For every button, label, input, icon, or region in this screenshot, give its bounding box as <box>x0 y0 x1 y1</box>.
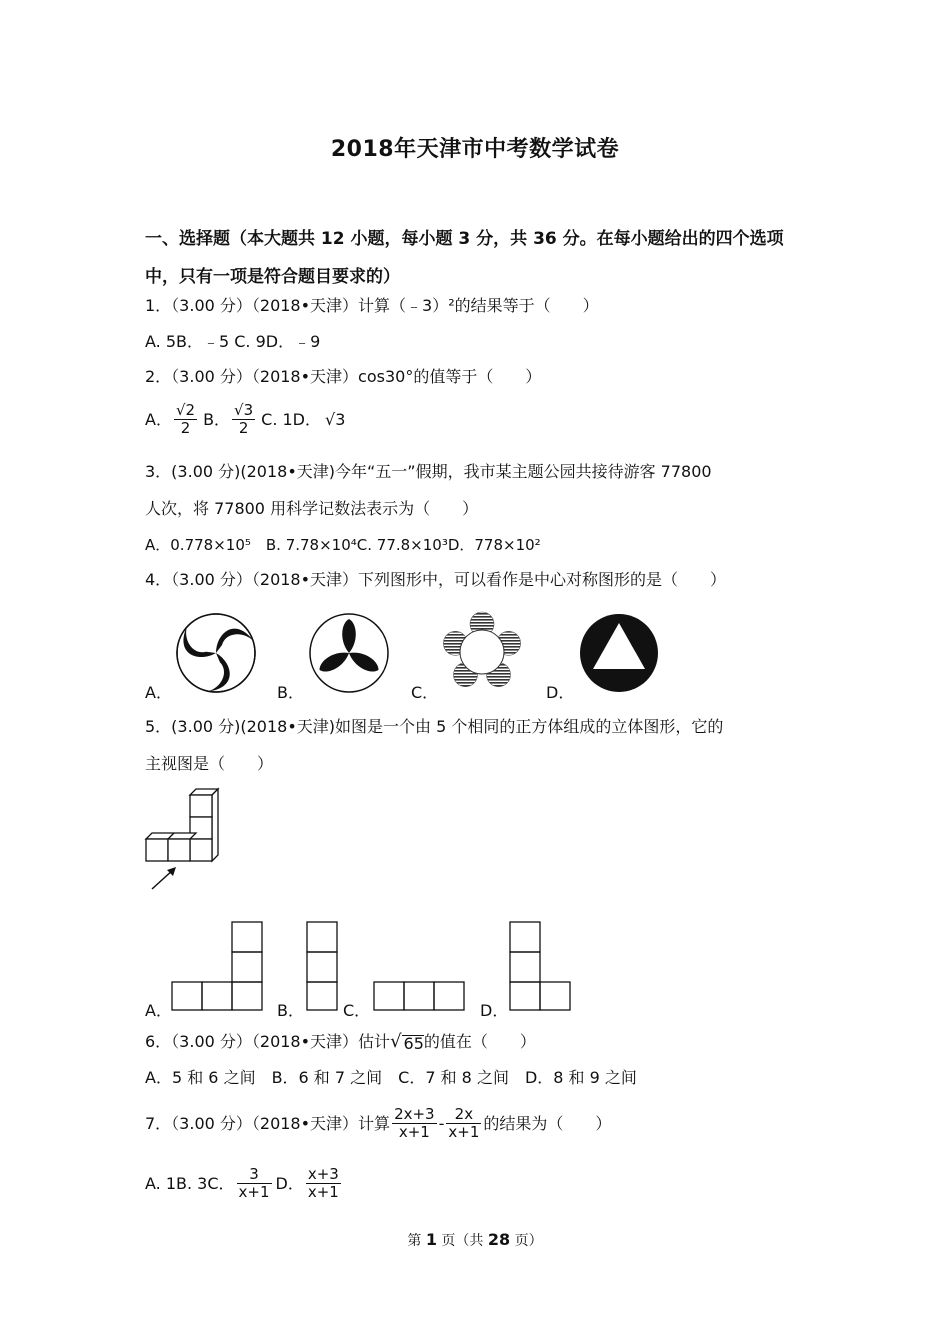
radical-sign-icon: √ <box>390 1031 402 1052</box>
q4-option-c-label: C． <box>411 683 439 702</box>
footer-page-number: 1 <box>425 1230 437 1249</box>
q7-c-denominator: x+1 <box>238 1183 270 1201</box>
q5-option-a-label: A． <box>145 1001 172 1020</box>
q4-stem: 4．（3.00 分）（2018•天津）下列图形中，可以看作是中心对称图形的是（ ） <box>145 570 727 589</box>
exam-title: 2018年天津市中考数学试卷 <box>330 137 620 162</box>
q7-f2-numerator: 2x <box>446 1106 481 1124</box>
q6-radicand: 65 <box>403 1034 424 1053</box>
q6-stem-suffix: 的值在（ ） <box>423 1032 536 1051</box>
q7-option-c-fraction <box>237 1166 272 1201</box>
q7-f1-numerator: 2x+3 <box>394 1105 435 1123</box>
q5-option-c-label: C． <box>343 1001 371 1020</box>
q2-a-denominator: 2 <box>180 419 191 437</box>
q7-stem <box>145 1106 611 1141</box>
q5-option-b-view <box>305 920 339 1012</box>
footer-suffix: 页） <box>510 1233 543 1249</box>
q3-stem-line1: 3．(3.00 分)(2018•天津)今年“五一”假期，我市某主题公园共接待游客 77800 <box>145 462 712 481</box>
q1-stem: 1．（3.00 分）（2018•天津）计算（﹣3）²的结果等于（ ） <box>145 296 599 315</box>
q5-stem-line2: 主视图是（ ） <box>145 754 274 773</box>
section-heading-line1: 一、选择题（本大题共 12 小题，每小题 3 分，共 36 分。在每小题给出的四个选项 <box>145 229 784 249</box>
q7-fraction-1 <box>392 1106 437 1141</box>
q7-stem-suffix: 的结果为（ ） <box>483 1113 612 1133</box>
q7-f2-denominator: x+1 <box>448 1123 480 1141</box>
q2-option-cd-label: C. 1D． <box>261 409 322 429</box>
q2-b-denominator: 2 <box>238 419 249 437</box>
q7-option-d-fraction <box>306 1166 341 1201</box>
q4-option-b-label: B． <box>277 683 304 702</box>
q2-option-b-fraction <box>232 402 255 437</box>
q1-options: A. 5B．﹣5 C. 9D．﹣9 <box>145 332 321 351</box>
q5-option-a-view <box>172 920 264 1012</box>
q2-option-a-label: A． <box>145 409 172 429</box>
q5-cube-solid-figure <box>140 785 225 895</box>
q4-figure-d-circle-triangle <box>578 612 660 694</box>
q4-figure-b-three-petals <box>308 612 390 694</box>
q5-option-d-view <box>508 920 572 1012</box>
q2-options <box>145 402 345 437</box>
q3-options: A．0.778×10⁵ B. 7.78×10⁴C. 77.8×10³D．778×10² <box>145 536 541 554</box>
footer-middle: 页（共 <box>436 1233 488 1249</box>
q2-a-numerator: √2 <box>175 401 196 419</box>
q5-option-b-label: B． <box>277 1001 304 1020</box>
q5-option-c-view <box>372 980 466 1012</box>
section-heading-line2: 中，只有一项是符合题目要求的） <box>145 267 400 287</box>
q7-d-denominator: x+1 <box>307 1183 339 1201</box>
page-footer <box>0 1230 950 1250</box>
q7-minus: - <box>438 1113 445 1133</box>
q5-stem-line1: 5．(3.00 分)(2018•天津)如图是一个由 5 个相同的正方体组成的立体图形，它的 <box>145 717 724 736</box>
q6-radical <box>390 1032 424 1052</box>
q7-options-ab: A. 1B. 3C． <box>145 1173 235 1193</box>
q2-option-d-value: √3 <box>325 409 346 429</box>
q3-stem-line2: 人次，将 77800 用科学记数法表示为（ ） <box>145 499 479 518</box>
q2-option-b-label: B． <box>203 409 231 429</box>
q2-option-a-fraction <box>174 402 197 437</box>
q7-c-numerator: 3 <box>237 1166 272 1184</box>
q7-f1-denominator: x+1 <box>398 1123 430 1141</box>
q2-stem: 2．（3.00 分）（2018•天津）cos30°的值等于（ ） <box>145 367 542 386</box>
q4-figure-c-striped-flower <box>440 610 524 694</box>
q6-options: A．5 和 6 之间 B．6 和 7 之间 C．7 和 8 之间 D．8 和 9 之间 <box>145 1068 637 1087</box>
q7-options <box>145 1166 343 1201</box>
q4-option-a-label: A． <box>145 683 172 702</box>
q6-stem <box>145 1032 536 1052</box>
q4-figure-a-swirl <box>175 612 257 694</box>
q6-stem-prefix: 6．（3.00 分）（2018•天津）估计 <box>145 1032 391 1051</box>
footer-prefix: 第 <box>407 1233 426 1249</box>
q7-fraction-2 <box>446 1106 481 1141</box>
q5-option-d-label: D． <box>480 1001 509 1020</box>
footer-total-pages: 28 <box>487 1230 511 1249</box>
q2-b-numerator: √3 <box>234 401 254 419</box>
q7-option-d-label: D． <box>275 1173 304 1193</box>
q7-stem-prefix: 7．（3.00 分）（2018•天津）计算 <box>145 1113 391 1133</box>
q4-option-d-label: D． <box>546 683 575 702</box>
q7-d-numerator: x+3 <box>307 1165 339 1183</box>
